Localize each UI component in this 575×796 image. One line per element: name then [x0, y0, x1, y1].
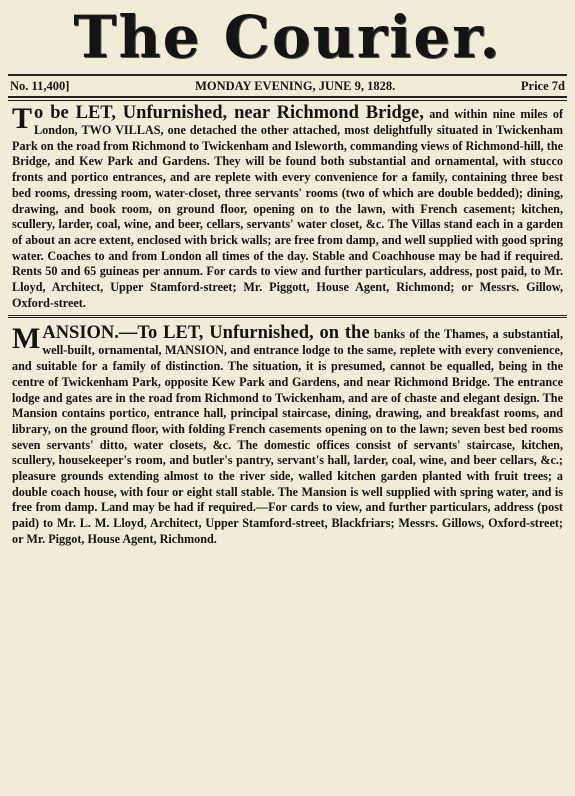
dateline-rule	[8, 96, 567, 98]
drop-cap: T	[12, 102, 33, 135]
issue-price: Price 7d	[520, 78, 565, 93]
advertisement-villas	[8, 101, 567, 311]
advertisement-body: banks of the Thames, a substantial, well-built, ornamental, MANSION, and entrance lodge to the same, replete with every convenience, and suitable for a family of distinction. The situation, it is presumed, cannot be equalled, being in the centre of Twickenham Park, opposite Kew Park and Gardens, and near Richmond Bridge. The entrance lodge and gates are in the road from Richmond to Twickenham, and are of chaste and elegant design. The Mansion contains portico, entrance hall, principal staircase, dining, drawing, and breakfast rooms, and library, on the ground floor, with folding French casements opening on to the lawn; seven best bed rooms seven servants' ditto, water closets, &c. The domestic offices consist of servants' staircase, kitchen, scullery, housekeeper's room, and butler's pantry, servant's hall, larder, coal, wine, and beer cellars, &c.; pleasure grounds extending almost to the river side, walled kitchen garden planted with fruit trees; a double coach house, with four or eight stall stable. The Mansion is well supplied with spring water, and is free from damp. Land may be had if required.—For cards to view, and further particulars, address (post paid) to Mr. L. M. Lloyd, Architect, Upper Stamford-street, Blackfriars; Messrs. Gillows, Oxford-street; or Mr. Piggot, House Agent, Richmond.	[12, 327, 563, 546]
issue-date: MONDAY EVENING, JUNE 9, 1828.	[195, 78, 396, 93]
advertisement-headline: ANSION.—To LET, Unfurnished, on the	[42, 323, 370, 344]
advertisement-body: and within nine miles of London, TWO VILLAS, one detached the other attached, most delightfully situated in Twickenham Park on the road from Richmond to Twickenham and Isleworth, commanding views of Richmond-hill, the Bridge, and Kew Park and Gardens. They will be found both substantial and ornamental, with stucco fronts and portico entrances, and are replete with every convenience for a family, containing three best bed rooms, dressing room, water-closet, three servants' rooms (two of which are double bedded); dining, drawing, and book room, on ground floor, opening on to the lawn, with French casement; kitchen, scullery, larder, coal, wine, and beer, cellars, servants' water closet, &c. The Villas stand each in a garden of about an acre extent, enclosed with brick walls; are free from damp, and well supplied with good spring water. Coaches to and from London all times of the day. Stable and Coachhouse may be had if required. Rents 50 and 65 guineas per annum. For cards to view and further particulars, address, post paid, to Mr. Lloyd, Architect, Upper Stamford-street; Mr. Piggott, House Agent, Richmond; or Messrs. Gillow, Oxford-street.	[12, 107, 563, 310]
issue-number: No. 11,400]	[10, 78, 70, 93]
drop-cap: M	[12, 322, 41, 356]
advertisement-headline: o be LET, Unfurnished, near Richmond Bridge,	[34, 103, 424, 123]
dateline	[8, 76, 567, 96]
advertisement-mansion	[8, 321, 567, 547]
advertisement-separator	[8, 315, 567, 318]
newspaper-masthead: The Courier.	[73, 3, 502, 71]
